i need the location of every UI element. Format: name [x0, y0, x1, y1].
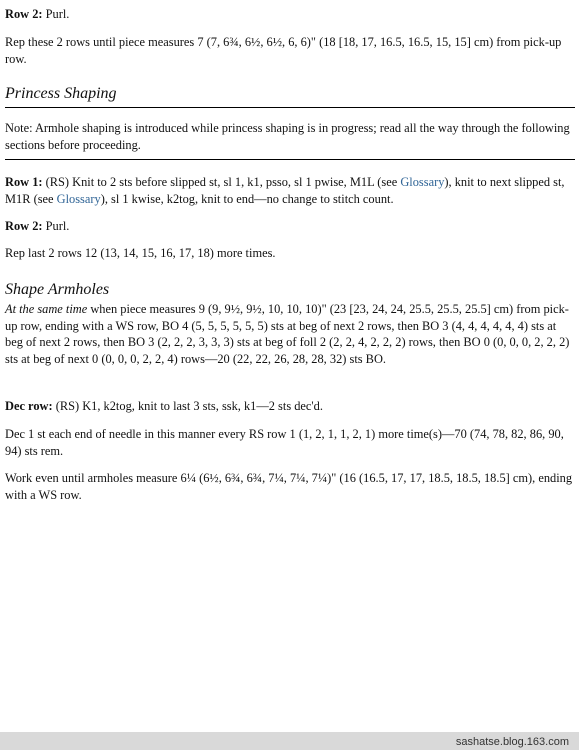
row-label: Row 2:: [5, 7, 43, 21]
row-text-part3: ), sl 1 kwise, k2tog, knit to end—no change to stitch count.: [100, 191, 394, 206]
row-label: Dec row:: [5, 399, 53, 413]
row2-instruction-b: [5, 218, 573, 235]
footer-bar: [0, 732, 579, 750]
row-label: Row 2:: [5, 219, 43, 233]
dec-each-end-paragraph: Dec 1 st each end of needle in this manner every RS row 1 (1, 2, 1, 1, 2, 1) more time(s)—70 (74, 78, 82, 86, 90, 94) sts rem.: [5, 427, 564, 458]
watermark-text: sashatse.blog.163.com: [455, 736, 569, 748]
repeat-instruction-a: Rep these 2 rows until piece measures 7 (7, 6¾, 6½, 6½, 6, 6)" (18 [18, 17, 16.5, 16.5, 15, 15] cm) from pick-up row.: [5, 35, 562, 66]
note-rule: [5, 159, 575, 160]
italic-lead: At the same time: [5, 302, 88, 316]
row-text: (RS) K1, k2tog, knit to last 3 sts, ssk, k1—2 sts dec'd.: [52, 399, 323, 413]
row-label: Row 1:: [5, 175, 43, 189]
at-same-time-paragraph: [5, 301, 573, 367]
dec-row-instruction: [5, 398, 573, 415]
section-heading-shape-armholes: Shape Armholes: [5, 281, 110, 298]
glossary-link[interactable]: Glossary: [400, 175, 445, 189]
row-text: Purl.: [42, 219, 70, 233]
section-heading-princess-shaping: Princess Shaping: [5, 85, 117, 102]
work-even-paragraph: Work even until armholes measure 6¼ (6½, 6¾, 6¾, 7¼, 7¼, 7¼)" (16 (16.5, 17, 17, 18.5, 18.5, 18.5] cm), ending with a WS row.: [5, 471, 573, 502]
row2-instruction-a: [5, 6, 573, 23]
row-text-part2: ), knit to next slipped st, M1R (see: [5, 175, 565, 206]
repeat-instruction-b: Rep last 2 rows 12 (13, 14, 15, 16, 17, 18) more times.: [5, 246, 276, 260]
row-text-part1: (RS) Knit to 2 sts before slipped st, sl 1, k1, psso, sl 1 pwise, M1L (see: [42, 175, 401, 189]
section-rule: [5, 107, 575, 108]
note-paragraph: Note: Armhole shaping is introduced while princess shaping is in progress; read all the way through the following sections before proceeding.: [5, 121, 570, 152]
paragraph-text: when piece measures 9 (9, 9½, 9½, 10, 10, 10)" (23 [23, 24, 24, 25.5, 25.5, 25.5] cm) from pick-up row, ending with a WS row, BO 4 (5, 5, 5, 5, 5, 5) sts at beg of next 2 rows, then BO 3 (4, 4, 4, 4, 4, 4) sts at beg of next 2 rows, then BO 3 (2, 2, 2, 3, 3, 3) sts at beg of foll 2 (2, 2, 4, 2, 2, 2) rows, then BO 0 (0, 0, 0, 2, 2, 2) sts at beg of next 0 (0, 0, 0, 2, 2, 4) rows—20 (22, 22, 26, 28, 28, 32) sts BO.: [5, 302, 570, 366]
row-text: Purl.: [42, 7, 70, 21]
row1-instruction: [5, 174, 573, 207]
glossary-link[interactable]: Glossary: [56, 191, 101, 206]
